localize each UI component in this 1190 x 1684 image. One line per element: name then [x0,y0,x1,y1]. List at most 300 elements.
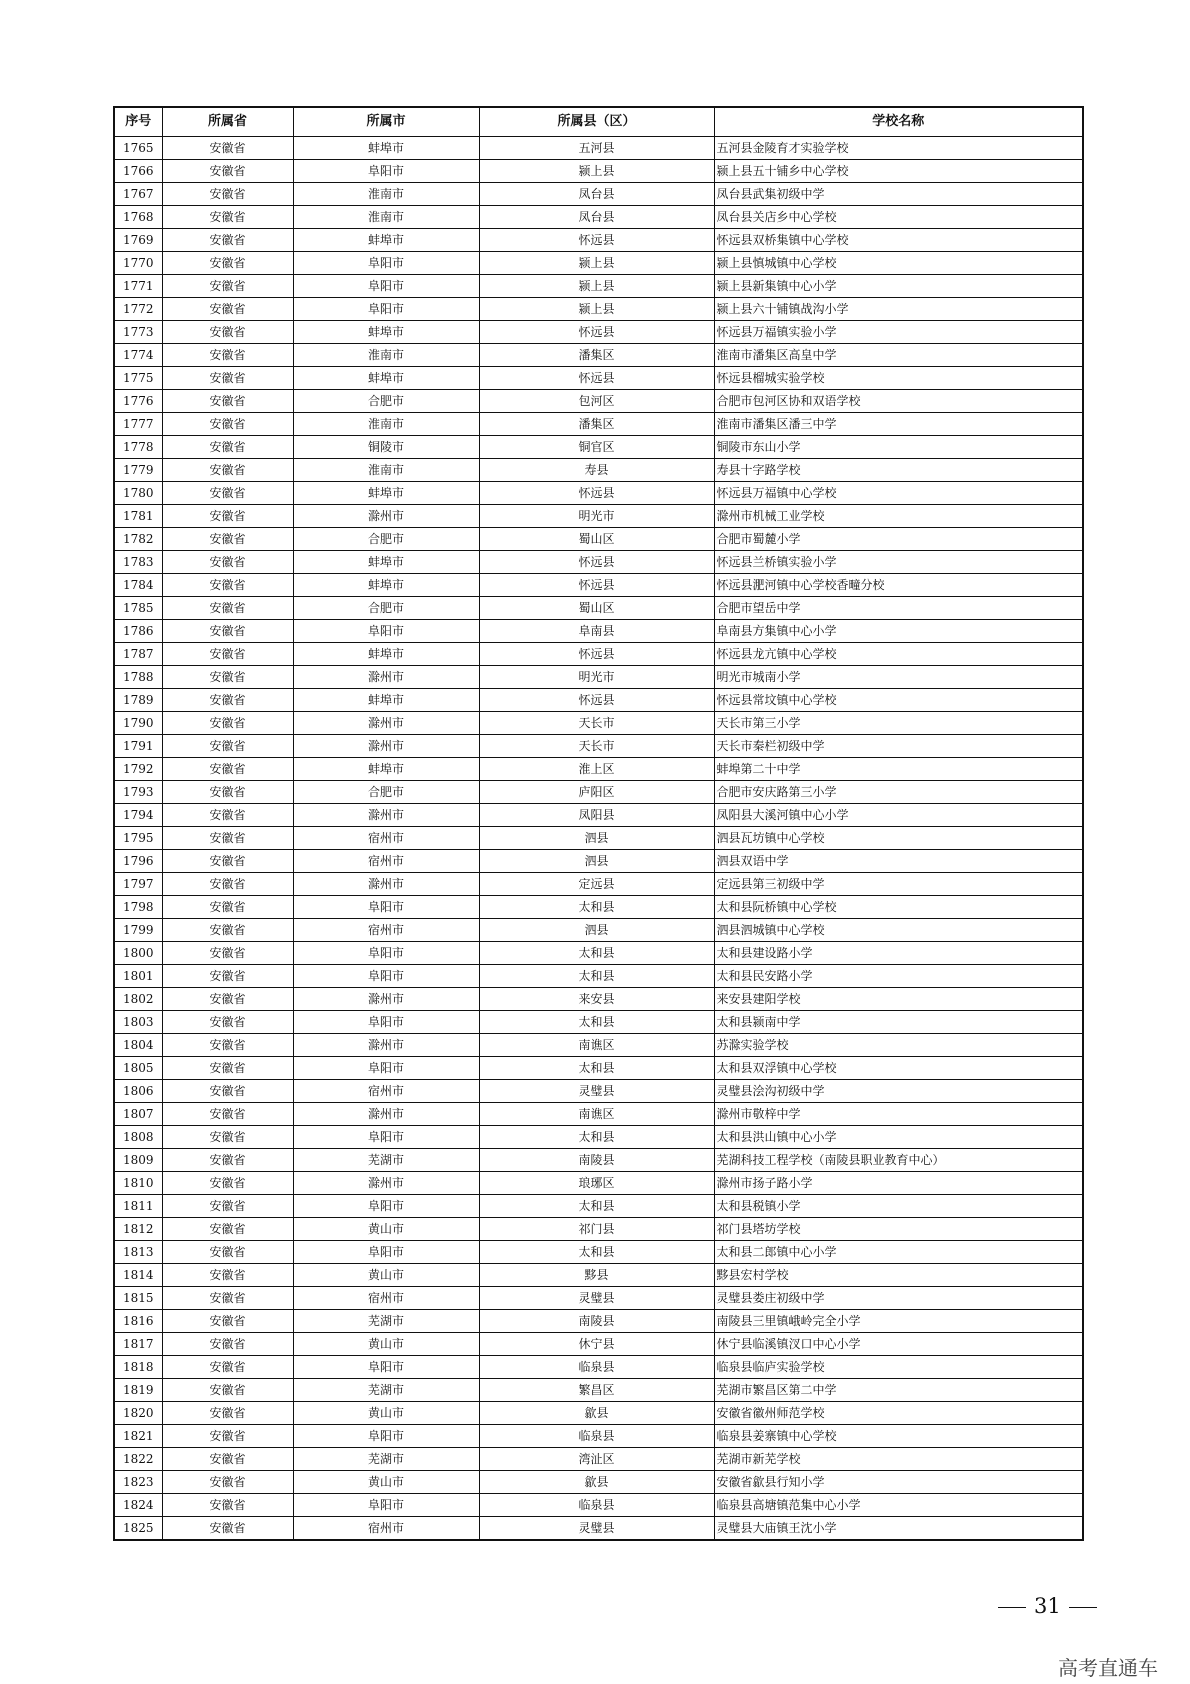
header-serial-number: 序号 [114,107,162,137]
table-row [114,390,1083,413]
cell-school-name: 临泉县高塘镇范集中心小学 [714,1494,1083,1517]
table-row [114,850,1083,873]
cell-county-district: 怀远县 [479,321,714,344]
cell-school-name: 天长市第三小学 [714,712,1083,735]
cell-city: 芜湖市 [293,1310,479,1333]
cell-county-district: 太和县 [479,1011,714,1034]
table-row [114,574,1083,597]
cell-school-name: 苏滁实验学校 [714,1034,1083,1057]
table-row [114,873,1083,896]
cell-serial-number: 1820 [114,1402,162,1425]
cell-county-district: 祁门县 [479,1218,714,1241]
cell-serial-number: 1808 [114,1126,162,1149]
cell-county-district: 怀远县 [479,643,714,666]
cell-school-name: 安徽省歙县行知小学 [714,1471,1083,1494]
cell-school-name: 怀远县淝河镇中心学校香疃分校 [714,574,1083,597]
cell-school-name: 怀远县兰桥镇实验小学 [714,551,1083,574]
cell-serial-number: 1811 [114,1195,162,1218]
table-row [114,1103,1083,1126]
cell-province: 安徽省 [162,1172,293,1195]
cell-province: 安徽省 [162,1448,293,1471]
table-row [114,1080,1083,1103]
cell-county-district: 泗县 [479,850,714,873]
cell-county-district: 繁昌区 [479,1379,714,1402]
cell-serial-number: 1771 [114,275,162,298]
cell-province: 安徽省 [162,735,293,758]
table-row [114,367,1083,390]
cell-city: 滁州市 [293,1103,479,1126]
cell-serial-number: 1821 [114,1425,162,1448]
cell-county-district: 太和县 [479,1241,714,1264]
cell-county-district: 颍上县 [479,252,714,275]
cell-school-name: 临泉县姜寨镇中心学校 [714,1425,1083,1448]
cell-county-district: 庐阳区 [479,781,714,804]
cell-province: 安徽省 [162,1218,293,1241]
cell-serial-number: 1822 [114,1448,162,1471]
cell-county-district: 太和县 [479,942,714,965]
cell-county-district: 怀远县 [479,229,714,252]
cell-county-district: 南谯区 [479,1034,714,1057]
cell-school-name: 滁州市敬梓中学 [714,1103,1083,1126]
cell-province: 安徽省 [162,1310,293,1333]
cell-county-district: 南谯区 [479,1103,714,1126]
cell-serial-number: 1814 [114,1264,162,1287]
cell-county-district: 黟县 [479,1264,714,1287]
table-row [114,1241,1083,1264]
table-row [114,712,1083,735]
cell-school-name: 临泉县临庐实验学校 [714,1356,1083,1379]
cell-serial-number: 1825 [114,1517,162,1541]
cell-city: 淮南市 [293,206,479,229]
cell-province: 安徽省 [162,712,293,735]
cell-city: 芜湖市 [293,1149,479,1172]
cell-serial-number: 1815 [114,1287,162,1310]
cell-city: 黄山市 [293,1264,479,1287]
table-row [114,620,1083,643]
cell-serial-number: 1785 [114,597,162,620]
cell-serial-number: 1792 [114,758,162,781]
cell-school-name: 太和县二郎镇中心小学 [714,1241,1083,1264]
cell-city: 阜阳市 [293,275,479,298]
cell-county-district: 蜀山区 [479,597,714,620]
cell-province: 安徽省 [162,942,293,965]
cell-province: 安徽省 [162,666,293,689]
cell-province: 安徽省 [162,873,293,896]
cell-province: 安徽省 [162,206,293,229]
table-row [114,505,1083,528]
table-row [114,298,1083,321]
cell-city: 滁州市 [293,712,479,735]
cell-school-name: 太和县建设路小学 [714,942,1083,965]
cell-county-district: 南陵县 [479,1310,714,1333]
cell-city: 淮南市 [293,459,479,482]
cell-city: 滁州市 [293,1172,479,1195]
cell-serial-number: 1803 [114,1011,162,1034]
cell-city: 滁州市 [293,988,479,1011]
cell-province: 安徽省 [162,919,293,942]
table-row [114,1333,1083,1356]
cell-city: 阜阳市 [293,965,479,988]
cell-province: 安徽省 [162,1034,293,1057]
cell-county-district: 来安县 [479,988,714,1011]
cell-school-name: 太和县洪山镇中心小学 [714,1126,1083,1149]
cell-county-district: 怀远县 [479,482,714,505]
cell-province: 安徽省 [162,643,293,666]
cell-city: 宿州市 [293,919,479,942]
table-row [114,1149,1083,1172]
cell-city: 阜阳市 [293,942,479,965]
cell-city: 阜阳市 [293,1356,479,1379]
cell-school-name: 怀远县常坟镇中心学校 [714,689,1083,712]
cell-province: 安徽省 [162,229,293,252]
cell-county-district: 南陵县 [479,1149,714,1172]
page-number-left-dash [998,1607,1026,1608]
cell-city: 黄山市 [293,1333,479,1356]
cell-school-name: 淮南市潘集区高皇中学 [714,344,1083,367]
cell-province: 安徽省 [162,1149,293,1172]
cell-city: 合肥市 [293,597,479,620]
cell-serial-number: 1782 [114,528,162,551]
table-row [114,781,1083,804]
cell-school-name: 合肥市蜀麓小学 [714,528,1083,551]
cell-serial-number: 1781 [114,505,162,528]
cell-school-name: 五河县金陵育才实验学校 [714,137,1083,160]
cell-serial-number: 1810 [114,1172,162,1195]
cell-province: 安徽省 [162,1011,293,1034]
cell-city: 蚌埠市 [293,229,479,252]
cell-serial-number: 1809 [114,1149,162,1172]
cell-serial-number: 1774 [114,344,162,367]
cell-serial-number: 1824 [114,1494,162,1517]
cell-serial-number: 1777 [114,413,162,436]
table-row [114,919,1083,942]
cell-city: 宿州市 [293,1287,479,1310]
cell-serial-number: 1801 [114,965,162,988]
cell-province: 安徽省 [162,896,293,919]
table-row [114,1172,1083,1195]
cell-serial-number: 1796 [114,850,162,873]
table-row [114,827,1083,850]
table-row [114,459,1083,482]
table-row [114,804,1083,827]
cell-city: 阜阳市 [293,1241,479,1264]
table-row [114,1471,1083,1494]
cell-county-district: 太和县 [479,896,714,919]
cell-city: 蚌埠市 [293,643,479,666]
cell-serial-number: 1767 [114,183,162,206]
cell-school-name: 怀远县万福镇中心学校 [714,482,1083,505]
cell-county-district: 怀远县 [479,367,714,390]
cell-school-name: 太和县税镇小学 [714,1195,1083,1218]
cell-province: 安徽省 [162,1425,293,1448]
cell-serial-number: 1788 [114,666,162,689]
cell-county-district: 天长市 [479,712,714,735]
cell-county-district: 淮上区 [479,758,714,781]
table-row [114,1494,1083,1517]
header-county-district: 所属县（区） [479,107,714,137]
table-row [114,965,1083,988]
table-row [114,344,1083,367]
cell-serial-number: 1786 [114,620,162,643]
table-row [114,1011,1083,1034]
cell-school-name: 颍上县五十铺乡中心学校 [714,160,1083,183]
cell-city: 阜阳市 [293,620,479,643]
cell-serial-number: 1783 [114,551,162,574]
table-row [114,275,1083,298]
table-row [114,666,1083,689]
cell-province: 安徽省 [162,1126,293,1149]
cell-county-district: 寿县 [479,459,714,482]
cell-city: 宿州市 [293,1080,479,1103]
cell-province: 安徽省 [162,758,293,781]
cell-school-name: 淮南市潘集区潘三中学 [714,413,1083,436]
cell-serial-number: 1790 [114,712,162,735]
cell-county-district: 天长市 [479,735,714,758]
cell-serial-number: 1802 [114,988,162,1011]
cell-province: 安徽省 [162,298,293,321]
cell-province: 安徽省 [162,528,293,551]
header-province: 所属省 [162,107,293,137]
cell-school-name: 南陵县三里镇峨岭完全小学 [714,1310,1083,1333]
cell-school-name: 颍上县新集镇中心小学 [714,275,1083,298]
cell-serial-number: 1793 [114,781,162,804]
cell-city: 淮南市 [293,183,479,206]
cell-serial-number: 1797 [114,873,162,896]
cell-city: 滁州市 [293,1034,479,1057]
table-row [114,1402,1083,1425]
table-row [114,1379,1083,1402]
cell-county-district: 包河区 [479,390,714,413]
cell-city: 阜阳市 [293,1195,479,1218]
cell-school-name: 祁门县塔坊学校 [714,1218,1083,1241]
table-row [114,1195,1083,1218]
table-row [114,1287,1083,1310]
cell-city: 黄山市 [293,1402,479,1425]
cell-city: 合肥市 [293,781,479,804]
cell-province: 安徽省 [162,804,293,827]
table-row [114,988,1083,1011]
cell-province: 安徽省 [162,1080,293,1103]
cell-city: 阜阳市 [293,896,479,919]
cell-school-name: 怀远县龙亢镇中心学校 [714,643,1083,666]
cell-serial-number: 1778 [114,436,162,459]
table-row [114,758,1083,781]
table-row [114,942,1083,965]
cell-county-district: 凤阳县 [479,804,714,827]
table-row [114,1448,1083,1471]
cell-school-name: 合肥市望岳中学 [714,597,1083,620]
cell-school-name: 凤阳县大溪河镇中心小学 [714,804,1083,827]
cell-serial-number: 1804 [114,1034,162,1057]
table-row [114,689,1083,712]
cell-province: 安徽省 [162,367,293,390]
cell-county-district: 歙县 [479,1402,714,1425]
table-row [114,183,1083,206]
cell-province: 安徽省 [162,1494,293,1517]
cell-city: 阜阳市 [293,160,479,183]
cell-province: 安徽省 [162,988,293,1011]
cell-school-name: 阜南县方集镇中心小学 [714,620,1083,643]
table-row [114,436,1083,459]
cell-city: 蚌埠市 [293,758,479,781]
cell-serial-number: 1798 [114,896,162,919]
table-row [114,896,1083,919]
table-row [114,735,1083,758]
cell-province: 安徽省 [162,1287,293,1310]
table-row [114,482,1083,505]
cell-province: 安徽省 [162,459,293,482]
cell-serial-number: 1765 [114,137,162,160]
cell-serial-number: 1794 [114,804,162,827]
cell-school-name: 灵璧县大庙镇王沈小学 [714,1517,1083,1541]
cell-city: 芜湖市 [293,1379,479,1402]
cell-serial-number: 1817 [114,1333,162,1356]
cell-city: 滁州市 [293,804,479,827]
cell-serial-number: 1819 [114,1379,162,1402]
cell-city: 黄山市 [293,1471,479,1494]
page-number-right-dash [1069,1607,1097,1608]
cell-province: 安徽省 [162,574,293,597]
table-row [114,1517,1083,1541]
header-city: 所属市 [293,107,479,137]
cell-serial-number: 1776 [114,390,162,413]
cell-province: 安徽省 [162,505,293,528]
cell-city: 蚌埠市 [293,574,479,597]
cell-city: 滁州市 [293,505,479,528]
cell-city: 合肥市 [293,528,479,551]
cell-school-name: 太和县民安路小学 [714,965,1083,988]
cell-serial-number: 1766 [114,160,162,183]
cell-city: 合肥市 [293,390,479,413]
cell-city: 黄山市 [293,1218,479,1241]
cell-county-district: 定远县 [479,873,714,896]
header-row [114,107,1083,137]
cell-county-district: 铜官区 [479,436,714,459]
cell-province: 安徽省 [162,1402,293,1425]
header-school-name: 学校名称 [714,107,1083,137]
table-row [114,1218,1083,1241]
cell-serial-number: 1813 [114,1241,162,1264]
cell-province: 安徽省 [162,1333,293,1356]
cell-school-name: 颍上县慎城镇中心学校 [714,252,1083,275]
cell-serial-number: 1823 [114,1471,162,1494]
cell-city: 宿州市 [293,827,479,850]
cell-province: 安徽省 [162,551,293,574]
cell-province: 安徽省 [162,1471,293,1494]
cell-school-name: 芜湖市繁昌区第二中学 [714,1379,1083,1402]
cell-city: 阜阳市 [293,1126,479,1149]
cell-city: 阜阳市 [293,1011,479,1034]
cell-city: 芜湖市 [293,1448,479,1471]
cell-province: 安徽省 [162,252,293,275]
cell-province: 安徽省 [162,620,293,643]
cell-county-district: 灵璧县 [479,1080,714,1103]
cell-school-name: 泗县瓦坊镇中心学校 [714,827,1083,850]
cell-province: 安徽省 [162,1356,293,1379]
cell-province: 安徽省 [162,1264,293,1287]
cell-province: 安徽省 [162,183,293,206]
cell-school-name: 寿县十字路学校 [714,459,1083,482]
cell-county-district: 凤台县 [479,206,714,229]
cell-county-district: 灵璧县 [479,1517,714,1541]
cell-serial-number: 1780 [114,482,162,505]
cell-province: 安徽省 [162,689,293,712]
cell-province: 安徽省 [162,321,293,344]
cell-city: 蚌埠市 [293,137,479,160]
cell-province: 安徽省 [162,390,293,413]
cell-school-name: 怀远县榴城实验学校 [714,367,1083,390]
school-list-table [113,106,1084,1541]
cell-city: 阜阳市 [293,252,479,275]
table-row [114,1126,1083,1149]
cell-school-name: 凤台县关店乡中心学校 [714,206,1083,229]
cell-serial-number: 1806 [114,1080,162,1103]
cell-county-district: 明光市 [479,505,714,528]
cell-province: 安徽省 [162,597,293,620]
cell-serial-number: 1812 [114,1218,162,1241]
cell-county-district: 明光市 [479,666,714,689]
cell-county-district: 泗县 [479,827,714,850]
cell-county-district: 怀远县 [479,551,714,574]
cell-school-name: 来安县建阳学校 [714,988,1083,1011]
cell-serial-number: 1789 [114,689,162,712]
cell-county-district: 颍上县 [479,275,714,298]
cell-city: 蚌埠市 [293,321,479,344]
cell-county-district: 太和县 [479,1126,714,1149]
cell-city: 铜陵市 [293,436,479,459]
table-row [114,321,1083,344]
table-row [114,229,1083,252]
cell-county-district: 太和县 [479,1195,714,1218]
cell-province: 安徽省 [162,160,293,183]
cell-serial-number: 1800 [114,942,162,965]
cell-province: 安徽省 [162,1379,293,1402]
cell-school-name: 滁州市机械工业学校 [714,505,1083,528]
cell-school-name: 太和县颍南中学 [714,1011,1083,1034]
cell-province: 安徽省 [162,1517,293,1541]
table-row [114,528,1083,551]
cell-serial-number: 1768 [114,206,162,229]
cell-county-district: 颍上县 [479,298,714,321]
cell-serial-number: 1795 [114,827,162,850]
cell-serial-number: 1791 [114,735,162,758]
table-row [114,252,1083,275]
cell-school-name: 泗县泗城镇中心学校 [714,919,1083,942]
cell-serial-number: 1807 [114,1103,162,1126]
cell-serial-number: 1770 [114,252,162,275]
cell-province: 安徽省 [162,850,293,873]
cell-serial-number: 1799 [114,919,162,942]
cell-school-name: 凤台县武集初级中学 [714,183,1083,206]
cell-city: 滁州市 [293,873,479,896]
cell-province: 安徽省 [162,781,293,804]
cell-county-district: 临泉县 [479,1356,714,1379]
cell-city: 阜阳市 [293,298,479,321]
cell-county-district: 怀远县 [479,689,714,712]
cell-serial-number: 1773 [114,321,162,344]
cell-province: 安徽省 [162,827,293,850]
cell-province: 安徽省 [162,1103,293,1126]
cell-city: 蚌埠市 [293,482,479,505]
cell-school-name: 太和县双浮镇中心学校 [714,1057,1083,1080]
cell-serial-number: 1816 [114,1310,162,1333]
cell-city: 淮南市 [293,413,479,436]
table-row [114,1310,1083,1333]
cell-city: 滁州市 [293,666,479,689]
cell-serial-number: 1769 [114,229,162,252]
cell-county-district: 凤台县 [479,183,714,206]
cell-county-district: 灵璧县 [479,1287,714,1310]
